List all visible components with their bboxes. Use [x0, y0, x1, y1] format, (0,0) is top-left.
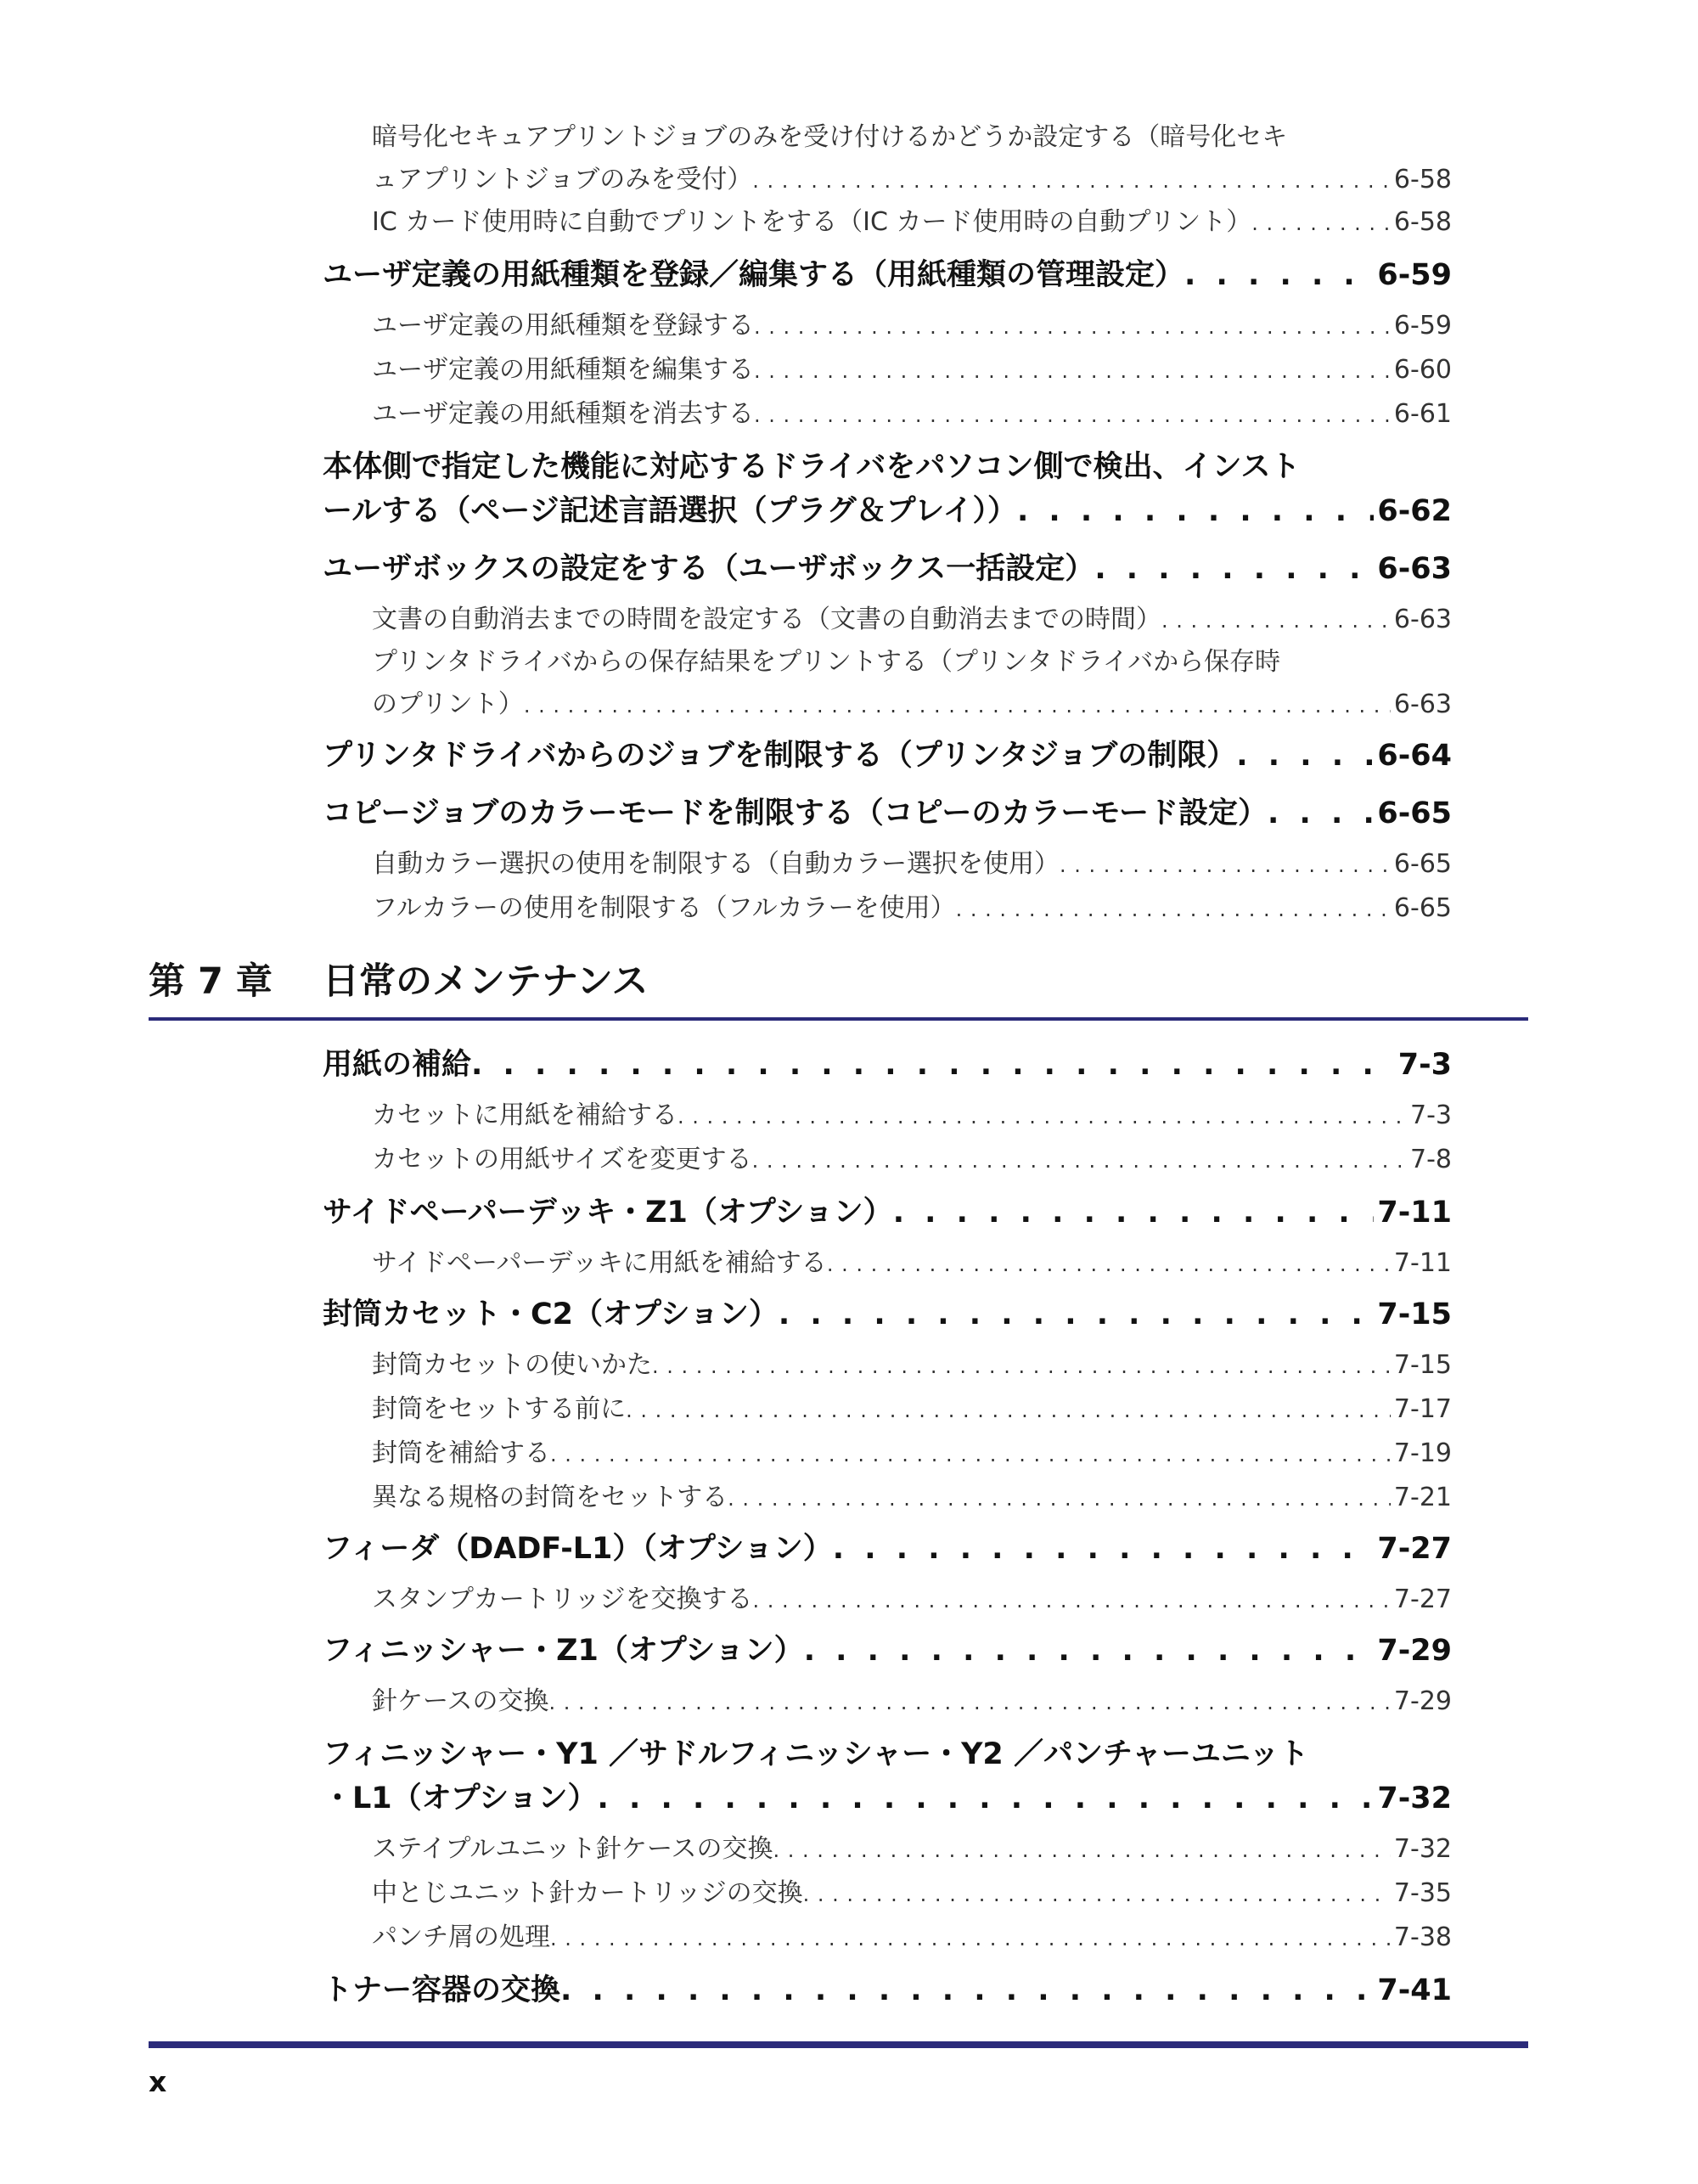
toc-page-number: 7-3	[1397, 1048, 1452, 1082]
toc-entry-text: のプリント）	[372, 690, 524, 718]
toc-section-text: ユーザ定義の用紙種類を登録／編集する（用紙種類の管理設定）	[323, 258, 1185, 292]
toc-page-number: 7-27	[1377, 1532, 1452, 1566]
toc-page-number: 7-29	[1393, 1686, 1452, 1715]
dot-leader	[1060, 849, 1391, 878]
toc-page-number: 7-17	[1393, 1394, 1452, 1423]
toc-page-number: 6-58	[1393, 165, 1452, 194]
toc-entry-text: カセットの用紙サイズを変更する	[372, 1145, 752, 1174]
toc-page-number: 6-60	[1393, 355, 1452, 384]
dot-leader	[1184, 258, 1374, 292]
toc-page-number: 7-27	[1393, 1585, 1452, 1613]
toc-entry-text: 中とじユニット針カートリッジの交換	[372, 1878, 803, 1907]
toc-page-number: 6-65	[1393, 849, 1452, 878]
toc-section[interactable]	[323, 1627, 1452, 1669]
toc-section-text: ユーザボックスの設定をする（ユーザボックス一括設定）	[323, 552, 1095, 586]
dot-leader	[549, 1686, 1391, 1715]
toc-page-number: 6-58	[1393, 207, 1452, 236]
toc-entry[interactable]	[372, 1241, 1452, 1277]
dot-leader	[1017, 494, 1374, 528]
dot-leader	[1268, 796, 1374, 830]
toc-section[interactable]	[323, 1731, 1309, 1773]
dot-leader	[524, 690, 1391, 718]
dot-leader	[803, 1878, 1391, 1907]
toc-page-number: 7-21	[1393, 1483, 1452, 1511]
dot-leader	[626, 1394, 1391, 1423]
dot-leader	[893, 1196, 1375, 1230]
toc-section-text: コピージョブのカラーモードを制限する（コピーのカラーモード設定）	[323, 796, 1268, 830]
toc-section-text: ・L1（オプション）	[323, 1782, 598, 1815]
toc-page-number: 6-65	[1377, 796, 1452, 830]
toc-entry-text: ュアプリントジョブのみを受付）	[372, 165, 753, 194]
toc-page-number: 7-3	[1410, 1100, 1452, 1129]
toc-entry[interactable]	[372, 1916, 1452, 1951]
toc-section-text: フィニッシャー・Z1（オプション）	[323, 1634, 804, 1668]
toc-entry[interactable]	[372, 1343, 1452, 1379]
toc-page-number: 7-8	[1410, 1145, 1452, 1174]
toc-entry-text: IC カード使用時に自動でプリントをする（IC カード使用時の自動プリント）	[372, 207, 1252, 236]
toc-section[interactable]	[323, 251, 1452, 294]
dot-leader	[1236, 739, 1374, 773]
toc-entry[interactable]	[372, 1827, 1452, 1863]
toc-section-text: トナー容器の交換	[323, 1973, 561, 2007]
toc-entry[interactable]	[372, 887, 1452, 922]
chapter-divider	[149, 1017, 1528, 1021]
toc-page-number: 6-63	[1393, 605, 1452, 633]
toc-section[interactable]	[323, 545, 1452, 588]
toc-page-number: 6-62	[1377, 494, 1452, 528]
toc-entry[interactable]	[372, 1432, 1452, 1467]
toc-section[interactable]	[323, 1189, 1452, 1231]
toc-page-number: 7-38	[1393, 1922, 1452, 1951]
dot-leader	[550, 1922, 1391, 1951]
toc-page-number: 6-61	[1393, 399, 1452, 428]
toc-section-text: フィニッシャー・Y1 ／サドルフィニッシャー・Y2 ／パンチャーユニット	[323, 1737, 1309, 1771]
chapter-title[interactable]: 日常のメンテナンス	[323, 960, 649, 1003]
toc-page-number: 6-63	[1393, 690, 1452, 718]
toc-entry-text: 異なる規格の封筒をセットする	[372, 1483, 728, 1511]
toc-entry[interactable]	[372, 683, 1452, 718]
dot-leader	[754, 355, 1391, 384]
toc-entry[interactable]	[372, 1578, 1452, 1613]
toc-entry[interactable]	[372, 348, 1452, 384]
toc-page-number: 7-11	[1377, 1196, 1452, 1230]
toc-entry-text: ユーザ定義の用紙種類を編集する	[372, 355, 754, 384]
toc-section[interactable]	[323, 1775, 1452, 1817]
toc-section-text: 本体側で指定した機能に対応するドライバをパソコン側で検出、インスト	[323, 450, 1301, 484]
dot-leader	[827, 1248, 1391, 1277]
toc-page-number: 7-35	[1393, 1878, 1452, 1907]
toc-entry[interactable]	[372, 115, 1287, 153]
toc-entry-text: 文書の自動消去までの時間を設定する（文書の自動消去までの時間）	[372, 605, 1161, 633]
footer-divider	[149, 2041, 1528, 2048]
toc-section-text: 封筒カセット・C2（オプション）	[323, 1297, 779, 1331]
toc-entry-text: 針ケースの交換	[372, 1686, 549, 1715]
toc-section[interactable]	[323, 443, 1301, 486]
toc-entry-text: フルカラーの使用を制限する（フルカラーを使用）	[372, 893, 956, 922]
dot-leader	[678, 1100, 1407, 1129]
toc-entry-text: カセットに用紙を補給する	[372, 1100, 678, 1129]
dot-leader	[560, 1973, 1374, 2007]
toc-entry-text: 自動カラー選択の使用を制限する（自動カラー選択を使用）	[372, 849, 1060, 878]
toc-section-text: フィーダ（DADF-L1）（オプション）	[323, 1532, 833, 1566]
dot-leader	[753, 1585, 1391, 1613]
toc-page-number: 7-15	[1393, 1350, 1452, 1379]
toc-page-number: 6-63	[1377, 552, 1452, 586]
toc-page-number: 7-32	[1377, 1782, 1452, 1815]
toc-section-text: プリンタドライバからのジョブを制限する（プリンタジョブの制限）	[323, 739, 1237, 773]
toc-entry[interactable]	[372, 1872, 1452, 1907]
toc-section[interactable]	[323, 1291, 1452, 1333]
toc-section[interactable]	[323, 487, 1452, 530]
toc-page-number: 6-65	[1393, 893, 1452, 922]
toc-page-number: 7-29	[1377, 1634, 1452, 1668]
dot-leader	[550, 1438, 1391, 1467]
toc-entry[interactable]	[372, 158, 1452, 194]
toc-section[interactable]	[323, 1967, 1452, 2009]
dot-leader	[1094, 552, 1374, 586]
toc-entry-text: 暗号化セキュアプリントジョブのみを受け付けるかどうか設定する（暗号化セキ	[372, 122, 1288, 152]
toc-page-number: 6-59	[1377, 258, 1452, 292]
toc-entry[interactable]	[372, 1388, 1452, 1423]
toc-page-number: 7-11	[1393, 1248, 1452, 1277]
toc-page-number: 7-41	[1377, 1973, 1452, 2007]
toc-section[interactable]	[323, 790, 1452, 832]
dot-leader	[833, 1532, 1375, 1566]
toc-entry[interactable]	[372, 392, 1452, 428]
toc-section[interactable]	[323, 1525, 1452, 1568]
toc-entry[interactable]	[372, 1094, 1452, 1129]
dot-leader	[754, 311, 1391, 340]
toc-entry-text: スタンプカートリッジを交換する	[372, 1585, 753, 1613]
toc-section-text: 用紙の補給	[323, 1048, 472, 1082]
dot-leader	[752, 1145, 1407, 1174]
toc-entry[interactable]	[372, 1680, 1452, 1715]
dot-leader	[804, 1634, 1375, 1668]
toc-entry-text: ステイプルユニット針ケースの交換	[372, 1834, 773, 1863]
toc-section-text: サイドペーパーデッキ・Z1（オプション）	[323, 1196, 893, 1230]
page-number: x	[149, 2065, 167, 2098]
toc-entry[interactable]	[372, 200, 1452, 236]
toc-section-text: ールする（ページ記述言語選択（プラグ＆プレイ））	[323, 494, 1017, 528]
toc-entry[interactable]	[372, 1138, 1452, 1174]
toc-entry[interactable]	[372, 598, 1452, 633]
toc-entry[interactable]	[372, 640, 1280, 678]
toc-entry[interactable]	[372, 304, 1452, 340]
toc-entry-text: ユーザ定義の用紙種類を登録する	[372, 311, 754, 340]
toc-page-number: 7-15	[1377, 1297, 1452, 1331]
dot-leader	[1161, 605, 1391, 633]
dot-leader	[752, 165, 1391, 194]
toc-entry-text: プリンタドライバからの保存結果をプリントする（プリンタドライバから保存時	[372, 647, 1281, 677]
chapter-number: 第 7 章	[149, 960, 273, 1003]
dot-leader	[471, 1048, 1395, 1082]
toc-section[interactable]	[323, 732, 1452, 774]
toc-page-number: 7-19	[1393, 1438, 1452, 1467]
dot-leader	[652, 1350, 1391, 1379]
toc-entry-text: パンチ屑の処理	[372, 1922, 550, 1951]
toc-page-number: 6-64	[1377, 739, 1452, 773]
dot-leader	[779, 1297, 1375, 1331]
dot-leader	[598, 1782, 1375, 1815]
toc-entry[interactable]	[372, 1476, 1452, 1511]
toc-page-number: 7-32	[1393, 1834, 1452, 1863]
toc-entry-text: 封筒を補給する	[372, 1438, 550, 1467]
dot-leader	[728, 1483, 1391, 1511]
toc-entry-text: サイドペーパーデッキに用紙を補給する	[372, 1248, 827, 1277]
dot-leader	[1251, 207, 1391, 236]
toc-entry-text: 封筒カセットの使いかた	[372, 1350, 652, 1379]
toc-entry-text: ユーザ定義の用紙種類を消去する	[372, 399, 754, 428]
dot-leader	[773, 1834, 1391, 1863]
dot-leader	[754, 399, 1391, 428]
toc-page-number: 6-59	[1393, 311, 1452, 340]
toc-entry[interactable]	[372, 842, 1452, 878]
toc-entry-text: 封筒をセットする前に	[372, 1394, 627, 1423]
dot-leader	[956, 893, 1391, 922]
toc-section[interactable]	[323, 1041, 1452, 1084]
